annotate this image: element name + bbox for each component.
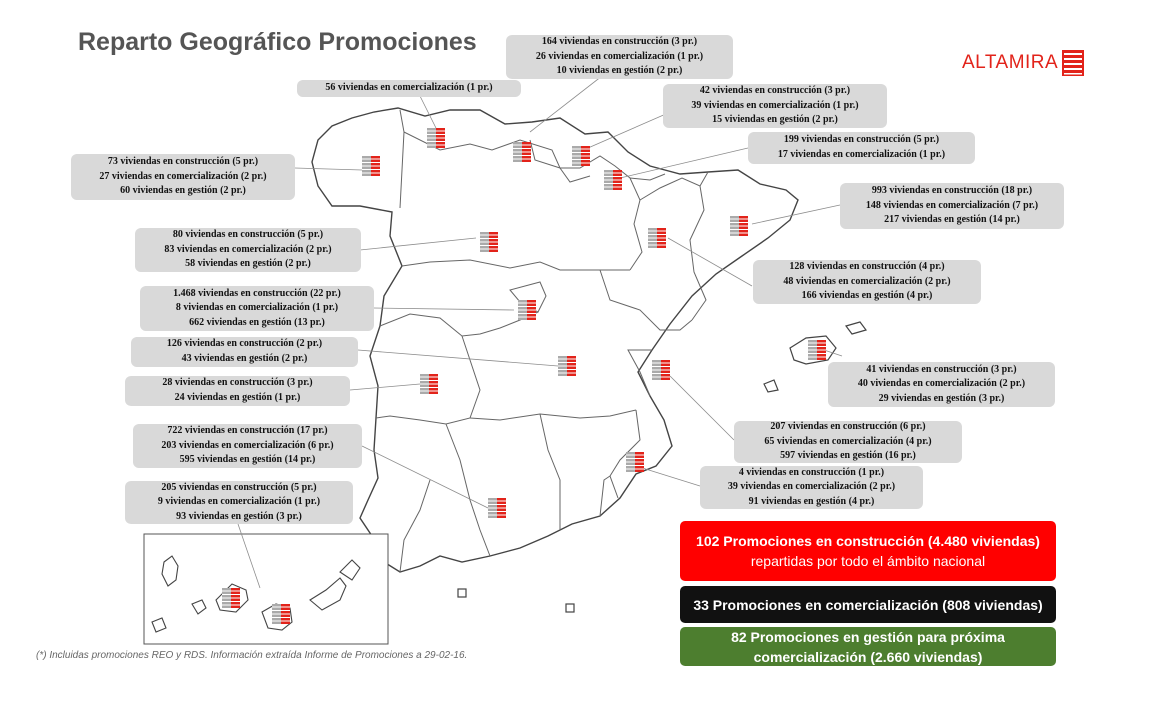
building-icon-pais-vasco <box>572 146 590 166</box>
callout-cantabria: 164 viviendas en construcción (3 pr.) 26 viviendas en comercialización (1 pr.) 10 viviendas en gestión (2 pr.) <box>506 35 733 79</box>
building-icon-baleares <box>808 340 826 360</box>
building-icon-aragon <box>648 228 666 248</box>
building-icon-cantabria <box>513 142 531 162</box>
callout-castilla-mancha: 126 viviendas en construcción (2 pr.) 43 viviendas en gestión (2 pr.) <box>131 337 358 367</box>
building-icon-navarra <box>604 170 622 190</box>
building-icon-cataluna <box>730 216 748 236</box>
building-icon-castilla-mancha <box>558 356 576 376</box>
summary-comercializacion: 33 Promociones en comercialización (808 viviendas) <box>680 586 1056 623</box>
footnote: (*) Incluidas promociones REO y RDS. Información extraída Informe de Promociones a 29-02-16. <box>36 650 468 661</box>
callout-baleares: 41 viviendas en construcción (3 pr.) 40 viviendas en comercialización (2 pr.) 29 viviendas en gestión (3 pr.) <box>828 362 1055 407</box>
callout-valencia: 207 viviendas en construcción (6 pr.) 65 viviendas en comercialización (4 pr.) 597 viviendas en gestión (16 pr.) <box>734 421 962 463</box>
building-icon-murcia <box>626 452 644 472</box>
logo-text: ALTAMIRA <box>962 52 1059 73</box>
menorca-outline <box>846 322 866 334</box>
summary-gestion: 82 Promociones en gestión para próxima comercialización (2.660 viviendas) <box>680 627 1056 666</box>
callout-andalucia: 722 viviendas en construcción (17 pr.) 203 viviendas en comercialización (6 pr.) 595 viviendas en gestión (14 pr.) <box>133 424 362 468</box>
building-icon-extremadura <box>420 374 438 394</box>
building-icon-asturias <box>427 128 445 148</box>
building-icon-castilla-leon <box>480 232 498 252</box>
callout-cataluna: 993 viviendas en construcción (18 pr.) 148 viviendas en comercialización (7 pr.) 217 viviendas en gestión (14 pr.) <box>840 183 1064 229</box>
callout-murcia: 4 viviendas en construcción (1 pr.) 39 viviendas en comercialización (2 pr.) 91 viviendas en gestión (4 pr.) <box>700 466 923 509</box>
building-icon-valencia <box>652 360 670 380</box>
building-icon-galicia <box>362 156 380 176</box>
building-icon-canarias-2 <box>272 604 290 624</box>
summary-construccion: 102 Promociones en construcción (4.480 viviendas) repartidas por todo el ámbito nacional <box>680 521 1056 581</box>
callout-aragon: 128 viviendas en construcción (4 pr.) 48 viviendas en comercialización (2 pr.) 166 viviendas en gestión (4 pr.) <box>753 260 981 304</box>
callout-galicia: 73 viviendas en construcción (5 pr.) 27 viviendas en comercialización (2 pr.) 60 viviendas en gestión (2 pr.) <box>71 154 295 200</box>
callout-castilla-leon: 80 viviendas en construcción (5 pr.) 83 viviendas en comercialización (2 pr.) 58 viviendas en gestión (2 pr.) <box>135 228 361 272</box>
callout-navarra: 199 viviendas en construcción (5 pr.) 17 viviendas en comercialización (1 pr.) <box>748 132 975 164</box>
building-icon-madrid <box>518 300 536 320</box>
building-icon-andalucia <box>488 498 506 518</box>
canarias-inset <box>144 534 388 644</box>
ibiza-outline <box>764 380 778 392</box>
page-title: Reparto Geográfico Promociones <box>78 28 477 56</box>
callout-pais-vasco: 42 viviendas en construcción (3 pr.) 39 viviendas en comercialización (1 pr.) 15 viviendas en gestión (2 pr.) <box>663 84 887 128</box>
building-icon-canarias-1 <box>222 588 240 608</box>
callout-madrid: 1.468 viviendas en construcción (22 pr.) 8 viviendas en comercialización (1 pr.) 662 viviendas en gestión (13 pr.) <box>140 286 374 331</box>
callout-asturias: 56 viviendas en comercialización (1 pr.) <box>297 80 521 97</box>
callout-canarias: 205 viviendas en construcción (5 pr.) 9 viviendas en comercialización (1 pr.) 93 viviendas en gestión (3 pr.) <box>125 481 353 524</box>
callout-extremadura: 28 viviendas en construcción (3 pr.) 24 viviendas en gestión (1 pr.) <box>125 376 350 406</box>
